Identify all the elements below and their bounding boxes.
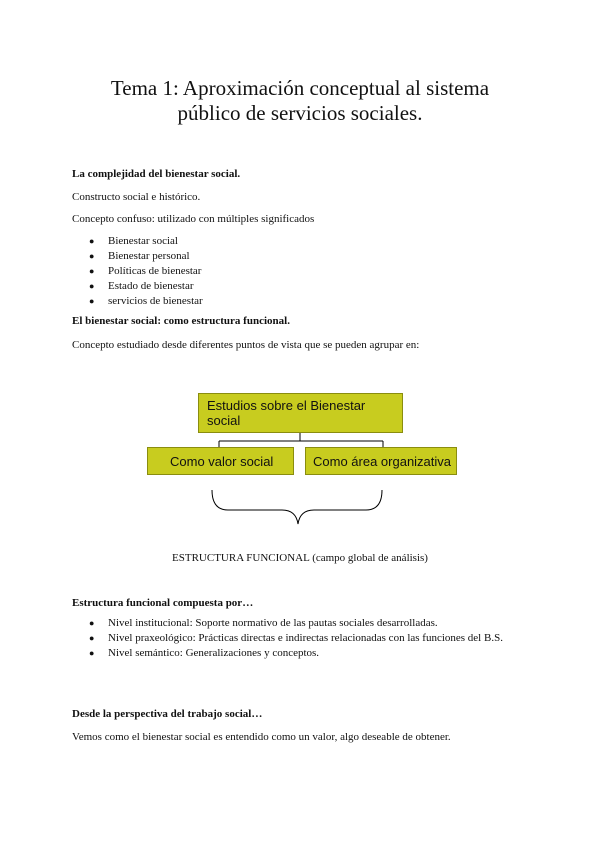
section-heading-complexity: La complejidad del bienestar social. [72,168,241,180]
paragraph-confusing-concept: Concepto confuso: utilizado con múltiples significados [72,213,315,225]
paragraph-value: Vemos como el bienestar social es entendido como un valor, algo deseable de obtener. [72,731,451,743]
list-item: ● Nivel semántico: Generalizaciones y conceptos. [72,646,530,661]
list-item: ● Bienestar social [72,234,203,249]
diagram-caption: ESTRUCTURA FUNCIONAL (campo global de análisis) [172,552,428,564]
list-item: ● Bienestar personal [72,249,203,264]
section-heading-functional-structure: El bienestar social: como estructura funcional. [72,315,290,327]
levels-list [72,616,530,661]
title-line-1: Tema 1: Aproximación conceptual al sistema [110,76,490,100]
section-heading-social-work: Desde la perspectiva del trabajo social… [72,708,263,720]
curly-brace [212,490,382,524]
section-heading-composition: Estructura funcional compuesta por… [72,597,254,609]
list-item: ● servicios de bienestar [72,294,203,309]
list-item: ● Políticas de bienestar [72,264,203,279]
diagram-box-welfare-studies: Estudios sobre el Bienestar social [198,393,403,433]
list-item: ● Estado de bienestar [72,279,203,294]
paragraph-viewpoints: Concepto estudiado desde diferentes puntos de vista que se pueden agrupar en: [72,339,420,351]
diagram-box-social-value: Como valor social [147,447,294,475]
title-line-2: público de servicios sociales. [177,101,423,125]
diagram-box-organizational-area: Como área organizativa [305,447,457,475]
paragraph-construct: Constructo social e histórico. [72,191,201,203]
list-item: ● Nivel institucional: Soporte normativo de las pautas sociales desarrolladas. [72,616,530,631]
list-item: ● Nivel praxeológico: Prácticas directas e indirectas relacionadas con las funciones del B.S. [72,631,530,646]
